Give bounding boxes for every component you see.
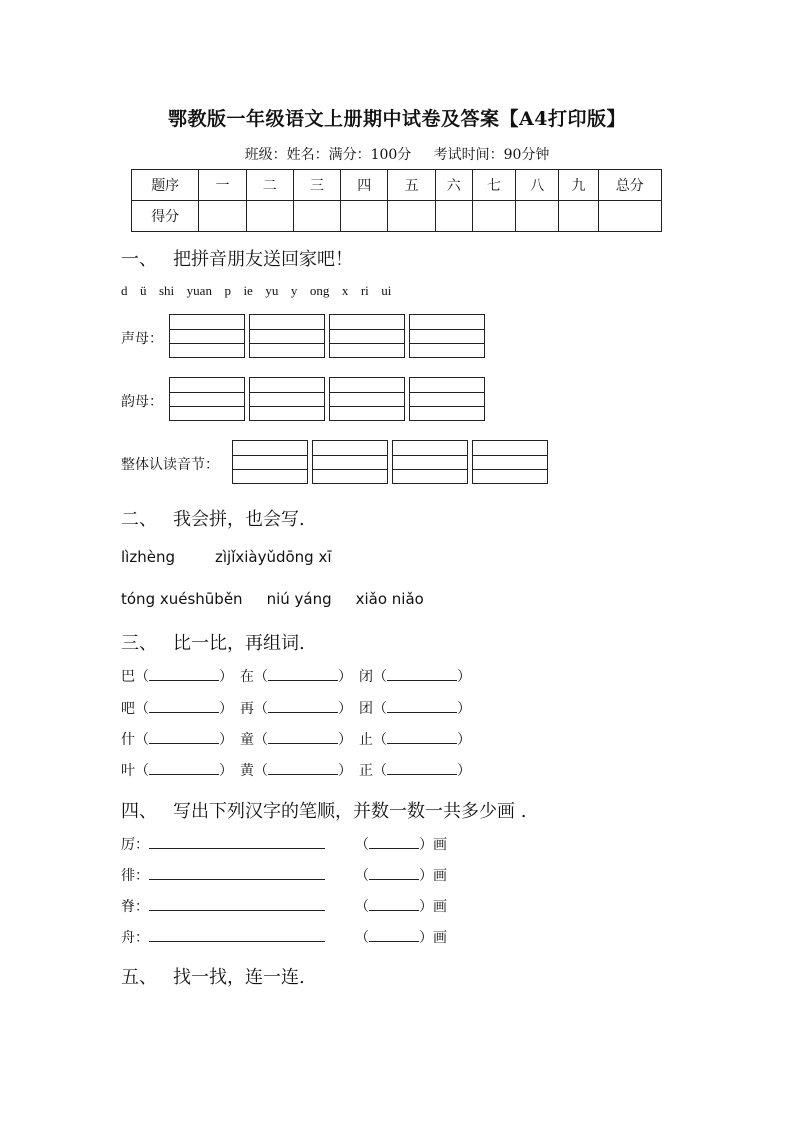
section4-number: 四、 — [121, 801, 157, 822]
compare-char: 正 — [359, 763, 373, 779]
stroke-order-line[interactable] — [149, 867, 325, 880]
word-blank[interactable] — [149, 700, 219, 713]
pinyin-word: zìjǐxiàyǔdōng xī — [214, 548, 332, 566]
compare-row: 巴（ ） 在（ ） 闭（ ） — [121, 669, 471, 685]
stroke-count-blank[interactable] — [369, 836, 419, 849]
section1-heading — [121, 245, 353, 271]
pinyin-writing-box[interactable] — [409, 314, 485, 358]
score-header-cell: 一 — [199, 170, 246, 201]
pinyin-word: niú yáng — [266, 590, 332, 608]
stroke-char: 厉： — [121, 837, 149, 853]
word-blank[interactable] — [268, 668, 338, 681]
compare-char: 止 — [359, 732, 373, 748]
pinyin-word: tóng xuéshūběn — [121, 590, 243, 608]
section1-title: 把拼音朋友送回家吧！ — [173, 249, 353, 270]
score-cell[interactable] — [341, 201, 388, 232]
compare-char: 巴 — [121, 669, 135, 685]
score-cell[interactable] — [598, 201, 661, 232]
shengmu-label: 声母： — [121, 331, 163, 347]
compare-row: 叶（ ） 黄（ ） 正（ ） — [121, 763, 471, 779]
compare-char: 黄 — [240, 763, 254, 779]
compare-row: 什（ ） 童（ ） 止（ ） — [121, 732, 471, 748]
stroke-unit: 画 — [433, 899, 447, 915]
section1-number: 一、 — [121, 249, 157, 270]
class-name-score: 班级：姓名：满分：100分 — [244, 147, 412, 163]
word-blank[interactable] — [268, 762, 338, 775]
compare-char: 在 — [240, 669, 254, 685]
word-blank[interactable] — [149, 731, 219, 744]
stroke-order-line[interactable] — [149, 898, 325, 911]
page-title: 鄂教版一年级语文上册期中试卷及答案【A4打印版】 — [168, 108, 626, 130]
score-cell[interactable] — [559, 201, 598, 232]
score-header-cell: 题序 — [132, 170, 199, 201]
word-blank[interactable] — [387, 762, 457, 775]
section5-title: 找一找，连一连. — [173, 967, 305, 988]
pinyin-writing-box[interactable] — [169, 377, 245, 421]
yunmu-boxes — [169, 377, 485, 421]
score-cell[interactable] — [516, 201, 559, 232]
score-cell[interactable] — [293, 201, 340, 232]
pinyin-writing-box[interactable] — [232, 440, 308, 484]
score-header-cell: 二 — [246, 170, 293, 201]
pinyin-word: xiǎo niǎo — [355, 590, 424, 608]
pinyin-writing-box[interactable] — [312, 440, 388, 484]
section4-heading — [121, 797, 526, 823]
score-header-cell: 七 — [472, 170, 515, 201]
score-cell[interactable] — [246, 201, 293, 232]
exam-info — [0, 144, 794, 164]
compare-char: 再 — [240, 701, 254, 717]
compare-char: 叶 — [121, 763, 135, 779]
section3-heading — [121, 629, 305, 655]
word-blank[interactable] — [149, 668, 219, 681]
stroke-unit: 画 — [433, 930, 447, 946]
section1-pinyin-list: d ü shi yuan p ie yu y ong x ri ui — [121, 283, 392, 298]
stroke-order-line[interactable] — [149, 929, 325, 942]
pinyin-writing-box[interactable] — [329, 314, 405, 358]
stroke-count-blank[interactable] — [369, 867, 419, 880]
compare-char: 闭 — [359, 669, 373, 685]
pinyin-writing-box[interactable] — [472, 440, 548, 484]
section2-pinyin-line1 — [121, 548, 356, 566]
section2-heading — [121, 505, 305, 531]
score-header-cell: 三 — [293, 170, 340, 201]
section2-title: 我会拼，也会写. — [173, 509, 305, 530]
pinyin-writing-box[interactable] — [329, 377, 405, 421]
pinyin-writing-box[interactable] — [392, 440, 468, 484]
section2-pinyin-line2 — [121, 590, 448, 608]
score-header-cell: 六 — [435, 170, 472, 201]
score-cell[interactable] — [199, 201, 246, 232]
pinyin-writing-box[interactable] — [169, 314, 245, 358]
score-cell[interactable] — [388, 201, 435, 232]
stroke-char: 脊： — [121, 899, 149, 915]
word-blank[interactable] — [387, 700, 457, 713]
score-header-cell: 四 — [341, 170, 388, 201]
score-table — [131, 169, 662, 232]
section5-number: 五、 — [121, 967, 157, 988]
yunmu-label: 韵母： — [121, 394, 163, 410]
word-blank[interactable] — [149, 762, 219, 775]
stroke-count-blank[interactable] — [369, 929, 419, 942]
stroke-unit: 画 — [433, 868, 447, 884]
compare-row: 吧（ ） 再（ ） 团（ ） — [121, 701, 471, 717]
stroke-unit: 画 — [433, 837, 447, 853]
section3-number: 三、 — [121, 633, 157, 654]
section5-heading — [121, 963, 305, 989]
score-row-label: 得分 — [132, 201, 199, 232]
zhengti-boxes — [232, 440, 548, 484]
section3-title: 比一比，再组词. — [173, 633, 305, 654]
section4-title: 写出下列汉字的笔顺，并数一数一共多少画 . — [173, 801, 527, 822]
stroke-count-blank[interactable] — [369, 898, 419, 911]
stroke-row: 脊： （ ）画 — [121, 899, 447, 915]
stroke-row: 厉： （ ）画 — [121, 837, 447, 853]
section2-number: 二、 — [121, 509, 157, 530]
compare-char: 团 — [359, 701, 373, 717]
pinyin-writing-box[interactable] — [249, 377, 325, 421]
score-header-cell: 总分 — [598, 170, 661, 201]
score-cell[interactable] — [472, 201, 515, 232]
score-table-header-row — [132, 170, 662, 201]
score-header-cell: 八 — [516, 170, 559, 201]
pinyin-writing-box[interactable] — [409, 377, 485, 421]
word-blank[interactable] — [387, 731, 457, 744]
stroke-char: 徘： — [121, 868, 149, 884]
score-table-score-row — [132, 201, 662, 232]
exam-time: 考试时间：90分钟 — [433, 147, 550, 163]
compare-char: 吧 — [121, 701, 135, 717]
score-header-cell: 五 — [388, 170, 435, 201]
score-cell[interactable] — [435, 201, 472, 232]
word-blank[interactable] — [268, 731, 338, 744]
word-blank[interactable] — [387, 668, 457, 681]
word-blank[interactable] — [268, 700, 338, 713]
stroke-char: 舟： — [121, 930, 149, 946]
shengmu-boxes — [169, 314, 485, 358]
stroke-row: 徘： （ ）画 — [121, 868, 447, 884]
score-header-cell: 九 — [559, 170, 598, 201]
pinyin-writing-box[interactable] — [249, 314, 325, 358]
compare-char: 童 — [240, 732, 254, 748]
compare-char: 什 — [121, 732, 135, 748]
stroke-row: 舟： （ ）画 — [121, 930, 447, 946]
stroke-order-line[interactable] — [149, 836, 325, 849]
zhengti-label: 整体认读音节： — [121, 457, 219, 473]
pinyin-word: lìzhèng — [121, 548, 175, 566]
